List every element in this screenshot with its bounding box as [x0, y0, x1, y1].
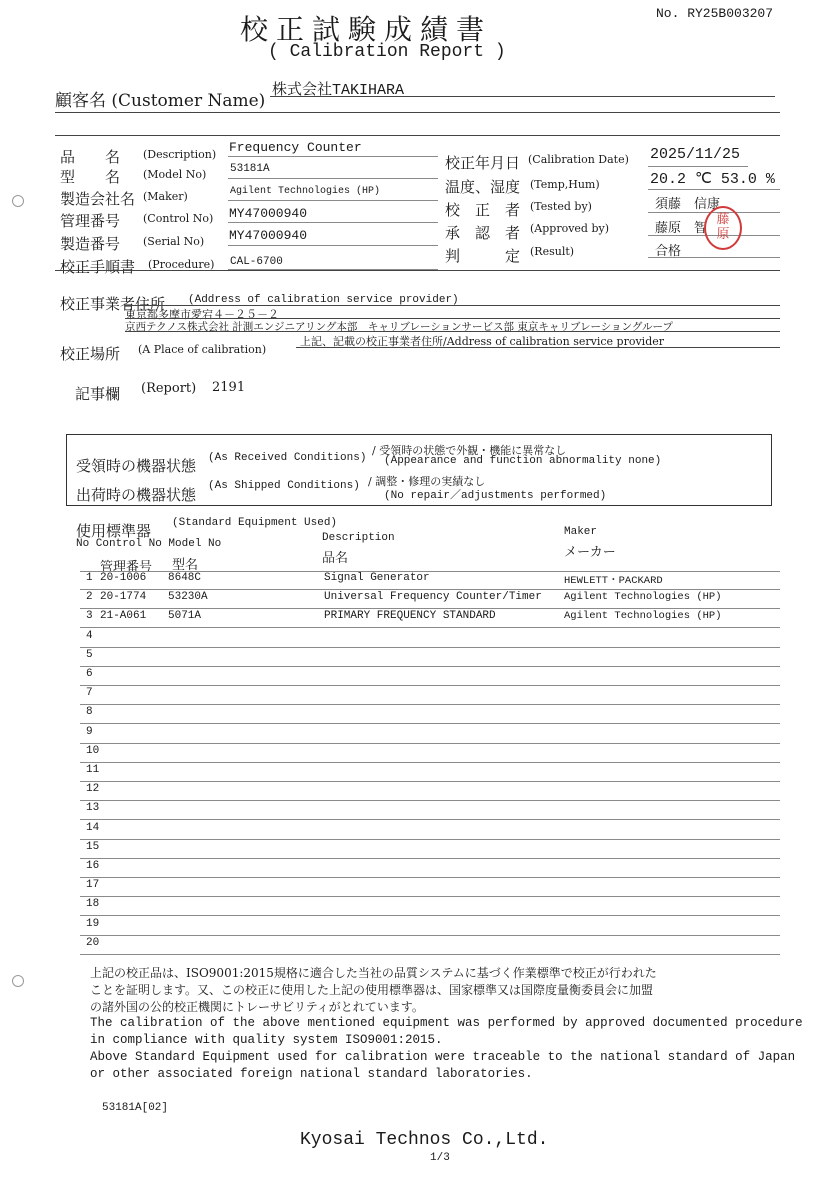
label-tested-jp: 校 正 者 — [445, 201, 521, 219]
customer-label: 顧客名 (Customer Name) — [55, 91, 266, 111]
label-model-en: (Model No) — [143, 168, 207, 181]
place-value: 上記、記載の校正事業者住所/Address of calibration service provider — [300, 335, 665, 348]
row-number: 5 — [86, 648, 93, 661]
row-description: Signal Generator — [324, 572, 430, 584]
provider-label-jp: 校正事業者住所 — [60, 295, 166, 313]
label-temp-jp: 温度、湿度 — [445, 178, 521, 196]
statement-en-2: in compliance with quality system ISO9001:2015. — [90, 1033, 443, 1047]
title-japanese: 校正試験成績書 — [240, 13, 493, 46]
received-label-en: (As Received Conditions) — [208, 452, 367, 464]
label-control-jp: 管理番号 — [60, 212, 121, 230]
label-description-en: (Description) — [143, 148, 217, 161]
value-serial-no: MY47000940 — [229, 228, 308, 243]
label-approved-jp: 承 認 者 — [445, 224, 521, 242]
company-name: Kyosai Technos Co.,Ltd. — [300, 1130, 549, 1150]
row-control-no: 20-1006 — [100, 572, 147, 584]
report-label-jp: 記事欄 — [75, 385, 121, 403]
label-serial-jp: 製造番号 — [60, 235, 121, 253]
label-procedure-jp: 校正手順書 — [60, 258, 136, 276]
title-english: ( Calibration Report ) — [268, 42, 506, 62]
label-procedure-en: (Procedure) — [148, 258, 215, 271]
row-control-no: 21-A061 — [100, 610, 147, 623]
row-number: 11 — [86, 764, 100, 776]
row-number: 18 — [86, 898, 100, 911]
value-temp-hum: 20.2 ℃ 53.0 % — [650, 171, 775, 188]
row-number: 19 — [86, 917, 100, 930]
received-value-en: (Appearance and function abnormality none) — [384, 455, 662, 467]
col-no-control-model: No Control No Model No — [76, 538, 222, 550]
value-approved-by: 藤原 智 — [655, 221, 708, 236]
row-number: 16 — [86, 860, 100, 872]
document-number: No. RY25B003207 — [656, 6, 774, 21]
statement-en-1: The calibration of the above mentioned equipment was performed by approved documented procedure — [90, 1016, 803, 1030]
seal-text: 藤原 — [716, 212, 730, 242]
shipped-label-en: (As Shipped Conditions) — [208, 480, 360, 492]
row-number: 2 — [86, 591, 93, 604]
label-temp-en: (Temp,Hum) — [530, 178, 600, 191]
label-control-en: (Control No) — [143, 212, 214, 225]
statement-en-4: or other associated foreign national standard laboratories. — [90, 1067, 533, 1081]
value-result: 合格 — [655, 244, 682, 259]
row-number: 9 — [86, 725, 93, 738]
place-label-jp: 校正場所 — [60, 345, 121, 363]
row-number: 1 — [86, 572, 93, 584]
customer-value: 株式会社TAKIHARA — [272, 82, 405, 99]
value-description: Frequency Counter — [229, 140, 362, 155]
row-maker: Agilent Technologies (HP) — [564, 610, 722, 623]
value-procedure: CAL-6700 — [230, 256, 283, 268]
label-serial-en: (Serial No) — [143, 235, 205, 248]
row-model: 5071A — [168, 610, 202, 623]
label-tested-en: (Tested by) — [530, 200, 592, 213]
report-label-en: (Report) — [141, 381, 197, 396]
label-model-jp: 型 名 — [60, 168, 121, 186]
row-number: 13 — [86, 802, 100, 815]
provider-address: 東京都多摩市愛宕４－２５－２ — [125, 308, 279, 321]
col-control-jp: 管理番号 — [100, 560, 153, 575]
statement-en-3: Above Standard Equipment used for calibration were traceable to the national standard of Japan — [90, 1050, 796, 1064]
row-number: 12 — [86, 783, 100, 796]
row-number: 20 — [86, 936, 100, 949]
label-date-en: (Calibration Date) — [528, 153, 629, 166]
label-result-en: (Result) — [530, 245, 575, 258]
label-maker-en: (Maker) — [143, 190, 188, 203]
statement-jp-2: ことを証明します。又、この校正に使用した上記の使用標準器は、国家標準又は国際度量衡委員会に加盟 — [90, 983, 654, 997]
shipped-value-en: (No repair／adjustments performed) — [384, 490, 607, 502]
row-description: PRIMARY FREQUENCY STANDARD — [324, 610, 496, 623]
row-number: 10 — [86, 744, 100, 757]
col-model-jp: 型名 — [172, 558, 199, 573]
row-number: 14 — [86, 821, 100, 834]
label-maker-jp: 製造会社名 — [60, 190, 136, 208]
equipment-title-jp: 使用標準器 — [76, 522, 152, 540]
label-approved-en: (Approved by) — [530, 222, 610, 235]
value-calibration-date: 2025/11/25 — [650, 146, 741, 163]
row-number: 8 — [86, 706, 93, 719]
report-value: 2191 — [212, 380, 246, 395]
value-tested-by: 須藤 信康 — [655, 197, 721, 212]
approval-seal-stamp — [704, 206, 742, 250]
row-number: 3 — [86, 610, 93, 623]
place-label-en: (A Place of calibration) — [138, 343, 267, 356]
row-number: 15 — [86, 840, 100, 853]
shipped-value-jp: / 調整・修理の実績なし — [368, 475, 486, 488]
row-model: 53230A — [168, 591, 208, 604]
col-maker-jp: メーカー — [564, 545, 616, 560]
statement-jp-3: の諸外国の公的校正機関にトレーサビリティがとれています。 — [90, 1000, 424, 1014]
col-maker-en: Maker — [564, 526, 598, 538]
provider-label-en: (Address of calibration service provider) — [188, 294, 459, 306]
row-description: Universal Frequency Counter/Timer — [324, 591, 542, 604]
label-description-jp: 品 名 — [60, 148, 121, 166]
col-description-jp: 品名 — [322, 551, 349, 566]
page-number: 1/3 — [430, 1152, 450, 1164]
label-result-jp: 判 定 — [445, 247, 521, 265]
row-number: 6 — [86, 668, 93, 680]
row-number: 4 — [86, 629, 93, 642]
equipment-title-en: (Standard Equipment Used) — [172, 517, 338, 529]
received-label-jp: 受領時の機器状態 — [76, 457, 197, 475]
value-maker: Agilent Technologies (HP) — [230, 186, 381, 197]
form-code: 53181A[02] — [102, 1102, 169, 1114]
provider-company: 京西テクノス株式会社 計測エンジニアリング本部 キャリブレーションサービス部 東京キャリブレーショングループ — [125, 321, 674, 333]
shipped-label-jp: 出荷時の機器状態 — [76, 486, 197, 504]
row-number: 17 — [86, 879, 100, 892]
statement-jp-1: 上記の校正品は、ISO9001:2015規格に適合した当社の品質システムに基づく作業標準で校正が行われた — [90, 966, 657, 980]
received-value-jp: / 受領時の状態で外観・機能に異常なし — [372, 444, 567, 457]
row-maker: Agilent Technologies (HP) — [564, 591, 722, 604]
value-control-no: MY47000940 — [229, 206, 308, 221]
row-maker: HEWLETT・PACKARD — [564, 575, 663, 587]
col-description-en: Description — [322, 532, 395, 544]
row-number: 7 — [86, 687, 93, 700]
row-control-no: 20-1774 — [100, 591, 147, 604]
value-model: 53181A — [230, 163, 270, 175]
label-date-jp: 校正年月日 — [445, 154, 521, 172]
row-model: 8648C — [168, 572, 202, 584]
